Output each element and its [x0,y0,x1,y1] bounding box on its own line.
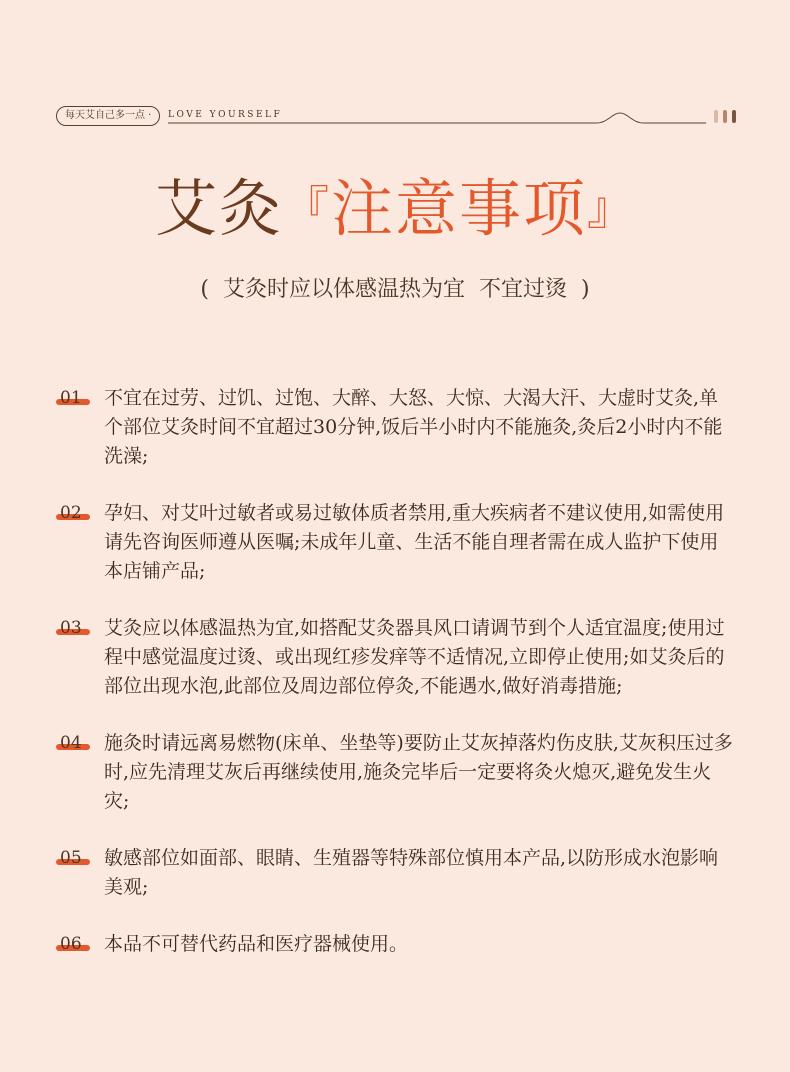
list-item [56,384,736,471]
item-number: 06 [56,930,104,958]
header-pill: 每天艾自己多一点 · [56,106,160,126]
item-text: 施灸时请远离易燃物(床单、坐垫等)要防止艾灰掉落灼伤皮肤,艾灰积压过多时,应先清理艾灰后再继续使用,施灸完毕后一定要将灸火熄灭,避免发生火灾; [104,732,733,812]
list-item [56,844,736,902]
title-part2: 注意事项 [331,172,588,245]
item-number: 05 [56,844,104,872]
notice-list [56,384,736,987]
header-tagline: LOVE YOURSELF [168,110,283,120]
item-number: 03 [56,614,104,642]
item-text: 孕妇、对艾叶过敏者或易过敏体质者禁用,重大疾病者不建议使用,如需使用请先咨询医师遵从医嘱;未成年儿童、生活不能自理者需在成人监护下使用本店铺产品; [104,502,725,582]
list-item [56,499,736,586]
item-number: 04 [56,729,104,757]
item-text: 本品不可替代药品和医疗器械使用。 [104,933,409,955]
item-number: 02 [56,499,104,527]
item-text: 敏感部位如面部、眼睛、生殖器等特殊部位慎用本产品,以防形成水泡影响美观; [104,847,719,898]
page-title [0,168,790,249]
header-bar [56,104,736,128]
list-item [56,930,736,959]
item-number: 01 [56,384,104,412]
title-part1: 艾灸 [154,172,283,245]
page-subtitle: ( 艾灸时应以体感温热为宜 不宜过烫 ) [200,277,590,302]
title-close-bracket: 』 [587,181,636,235]
title-open-bracket: 『 [283,181,331,235]
item-text: 艾灸应以体感温热为宜,如搭配艾灸器具风口请调节到个人适宜温度;使用过程中感觉温度过烫、或出现红疹发痒等不适情况,立即停止使用;如艾灸后的部位出现水泡,此部位及周边部位停灸,不能遇水,做好消毒措施; [104,617,725,697]
header-bars-decoration [714,110,736,123]
list-item [56,729,736,816]
list-item [56,614,736,701]
item-text: 不宜在过劳、过饥、过饱、大醉、大怒、大惊、大渴大汗、大虚时艾灸,单个部位艾灸时间不宜超过30分钟,饭后半小时内不能施灸,灸后2小时内不能洗澡; [104,387,723,467]
